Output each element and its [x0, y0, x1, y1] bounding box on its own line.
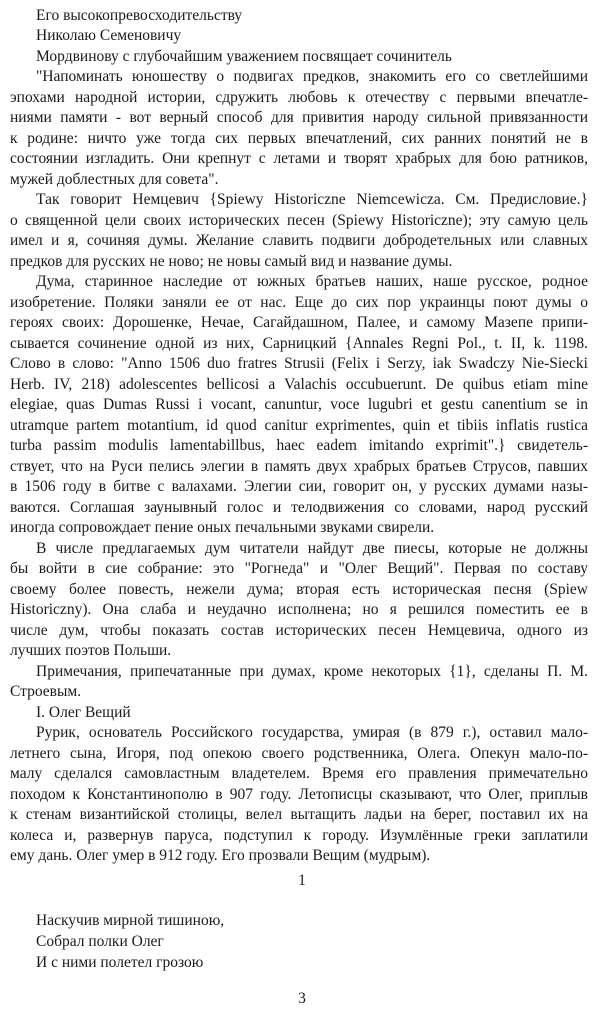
dedication-line: Мордвинову с глубочайшим уважением посвящает сочинитель — [36, 48, 452, 65]
text-line: эпохами народной истории, сдружить любовь к отечеству с первыми впечатле- — [10, 89, 588, 106]
poem-line: Собрал полки Олег — [36, 933, 164, 950]
dedication-line: Его высокопревосходительству — [36, 7, 243, 24]
text-line: иногда сопровождает пение оных печальными звуками свирели. — [10, 519, 435, 536]
text-line: состоянии изгладить. Они крепнут с летами и творят храбрых для бою ратников, — [10, 150, 588, 167]
text-line: Рурик, основатель Российского государства, умирая (в 879 г.), оставил мало- — [36, 724, 588, 741]
text-line: В числе предлагаемых дум читатели найдут две пиесы, которые не должны — [36, 540, 588, 557]
text-line: малу сделался самовластным владетелем. Время его правления примечательно — [10, 765, 588, 782]
text-line: летнего сына, Игоря, под опекою своего родственника, Олега. Опекун мало-по- — [10, 745, 588, 762]
text-line: к родине: ничто уже тогда сих первых впечатлений, сих ранних понятий не в — [10, 130, 588, 147]
stanza-number: 1 — [298, 872, 306, 889]
text-line: Дума, старинное наследие от южных братьев наших, наше русское, родное — [36, 273, 588, 290]
text-line: ему дань. Олег умер в 912 году. Его прозвали Вещим (мудрым). — [10, 847, 431, 864]
text-line: Примечания, припечатанные при думах, кроме некоторых {1}, сделаны П. М. — [36, 663, 588, 680]
text-line: колеса и, развернув паруса, подступил к городу. Изумлённые греки заплатили — [10, 827, 588, 844]
text-line: в 1506 году в битве с валахами. Элегии сии, говорит он, у русских думами назы- — [10, 478, 588, 495]
text-line: elegiae, quas Dumas Russi i vocant, canuntur, voce lugubri et gestu canentium se in — [10, 396, 588, 413]
text-line: числе дум, чтобы показать состав исторических песен Немцевича, одного из — [10, 622, 588, 639]
text-line: Так говорит Немцевич {Spiewy Historiczne Niemcewicza. См. Предисловие.} — [36, 191, 588, 208]
text-line: ваются. Соглашая заунывный голос и телодвижения со словами, народ русский — [10, 499, 588, 516]
text-line: Herb. IV, 218) adolescentes bellicosi a Valachis occubuerunt. De quibus etiam mine — [10, 376, 588, 393]
text-line: ствует, что на Руси пелись элегии в память двух храбрых братьев Струсов, павших — [10, 458, 588, 475]
text-line: Слово в слово: "Anno 1506 duo fratres Strusii (Felix i Serzy, iak Swadczy Nie-Siecki — [10, 355, 588, 372]
text-line: "Напоминать юношеству о подвигах предков, знакомить его со светлейшими — [36, 68, 588, 85]
text-line: имел и я, сочиняя думы. Желание славить подвиги добродетельных или славных — [10, 232, 588, 249]
text-line: предков для русских не ново; не новы самый вид и название думы. — [10, 253, 453, 270]
text-line: Historiczny). Она слаба и неудачно исполнена; но я решился поместить ее в — [10, 601, 588, 618]
text-line: героях своих: Дорошенке, Нечае, Сагайдашном, Палее, и самому Мазепе припи- — [10, 314, 588, 331]
text-line: сывается сочинение одной из них, Сарницкий {Annales Regni Pol., t. II, k. 1198. — [10, 335, 588, 352]
text-line: turba passim modulis lamentabillbus, haec eadem imitando exprimit".} свидетель- — [10, 437, 588, 454]
text-line: мужей доблестных для совета". — [10, 171, 219, 188]
dedication-line: Николаю Семеновичу — [36, 27, 182, 44]
text-line: о священной цели своих исторических песен (Spiewy Historiczne); эту самую цель — [10, 212, 588, 229]
text-line: Строевым. — [10, 683, 82, 700]
poem-line: Наскучив мирной тишиною, — [36, 912, 225, 929]
chapter-heading: I. Олег Вещий — [36, 704, 131, 721]
text-line: походом к Константинополю в 907 году. Летописцы сказывают, что Олег, приплыв — [10, 786, 588, 803]
text-line: лучших поэтов Польши. — [10, 642, 172, 659]
text-line: к стенам византийской столицы, велел вытащить ладьи на берег, поставил их на — [10, 806, 588, 823]
text-line: utramque partem motantium, id quod canitur exprimentes, quin et tibiis inflatis rustica — [10, 417, 588, 434]
text-line: своему более повесть, нежели дума; вторая есть историческая песня (Spiew — [10, 581, 588, 598]
text-line: изобретение. Поляки заняли ее от нас. Еще до сих пор украинцы поют думы о — [10, 294, 588, 311]
poem-line: И с ними полетел грозою — [36, 954, 204, 971]
page-number: 3 — [298, 990, 306, 1007]
text-line: бы войти в сие собрание: это "Рогнеда" и "Олег Вещий". Первая по составу — [10, 560, 588, 577]
text-line: ниями памяти - вот верный способ для привития народу сильной привязанности — [10, 109, 588, 126]
